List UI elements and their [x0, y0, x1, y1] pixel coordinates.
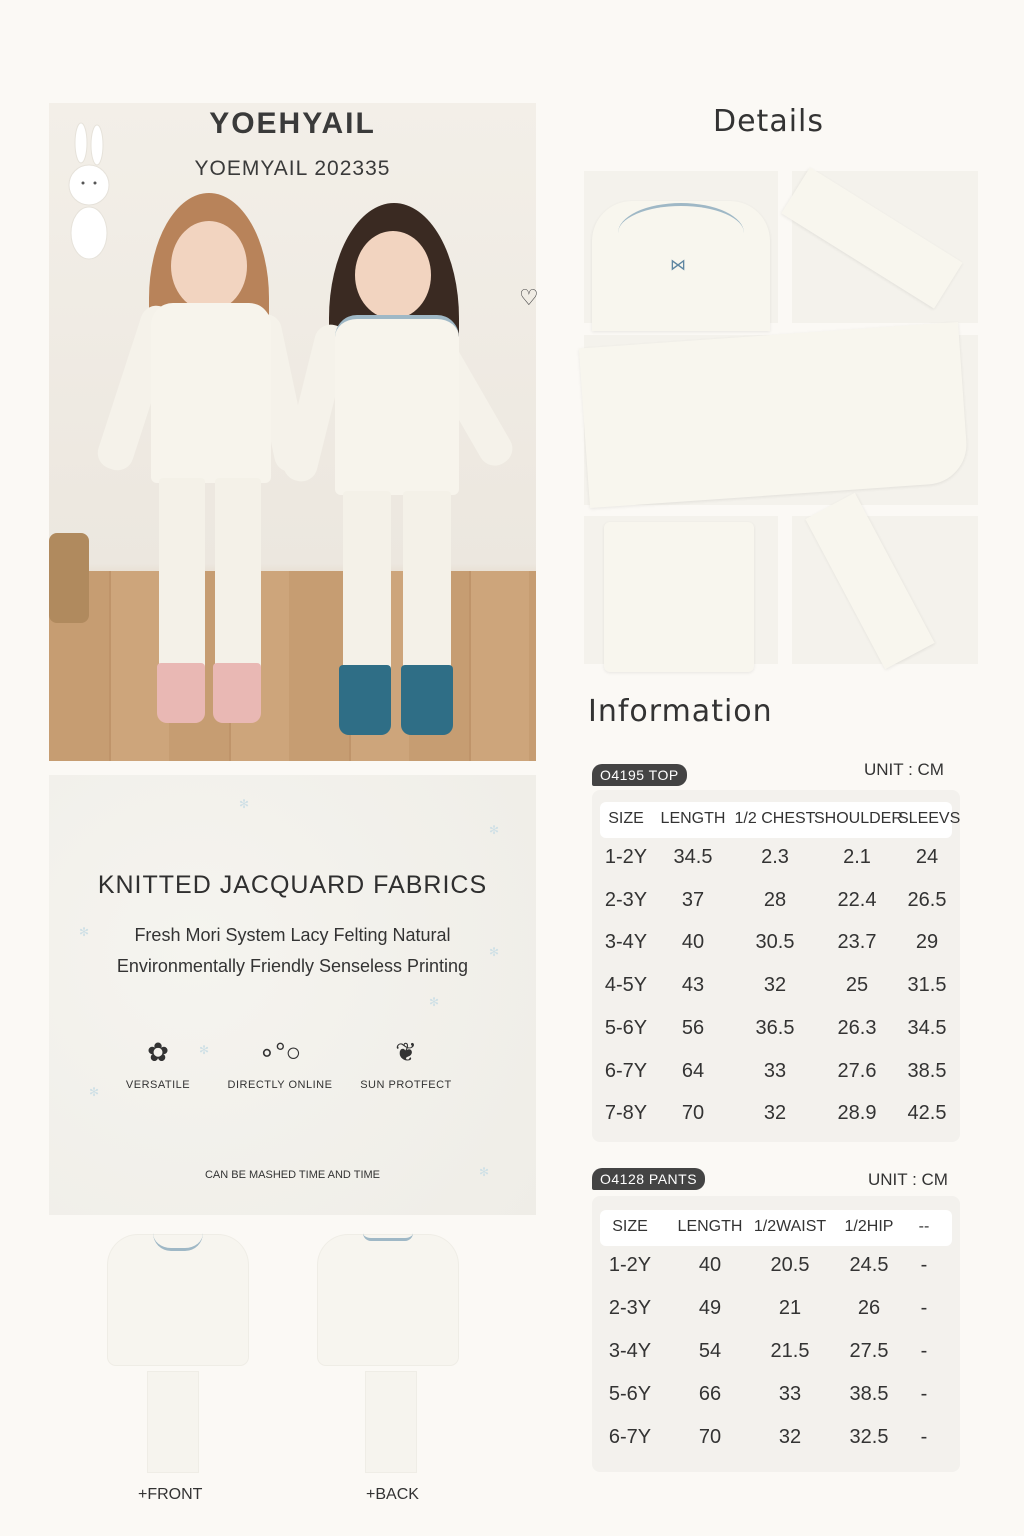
basket — [49, 533, 89, 623]
table-cell: 30.5 — [755, 931, 795, 954]
top-table-unit: UNIT : CM — [864, 760, 944, 779]
bow-icon: ⋈ — [670, 257, 686, 274]
heart-icon: ♡ — [519, 285, 539, 310]
table-cell: 42.5 — [907, 1102, 947, 1125]
table-header-cell: 1/2 CHEST — [734, 810, 816, 827]
table-cell: 21 — [778, 1297, 802, 1319]
detail-sleeve-image — [792, 171, 978, 323]
back-caption: +BACK — [366, 1486, 419, 1503]
table-cell: 64 — [681, 1059, 705, 1082]
table-cell: 29 — [915, 931, 939, 954]
table-cell: 25 — [845, 974, 869, 997]
table-cell: 6-7Y — [604, 1059, 648, 1082]
table-cell: 2-3Y — [608, 1297, 652, 1319]
flower-icon: ✿ — [147, 1037, 169, 1067]
table-cell: - — [920, 1426, 928, 1448]
hero-photo — [49, 103, 539, 761]
front-pants-image — [148, 1372, 198, 1472]
table-cell: 32.5 — [849, 1426, 889, 1448]
leaf-icon: ❦ — [395, 1037, 417, 1067]
fabric-title: KNITTED JACQUARD FABRICS — [97, 871, 488, 899]
table-cell: 38.5 — [849, 1383, 889, 1405]
table-cell: 40 — [681, 931, 705, 954]
table-cell: 20.5 — [770, 1254, 810, 1276]
product-code: YOEMYAIL 202335 — [194, 157, 391, 180]
feature-directly-online — [215, 1037, 345, 1091]
detail-cuff-image — [792, 516, 978, 664]
detail-collar-image — [584, 171, 778, 323]
table-cell: 24 — [915, 846, 939, 868]
pants-size-table — [592, 1196, 960, 1472]
pants-table-unit: UNIT : CM — [868, 1170, 948, 1189]
table-header-cell: LENGTH — [677, 1218, 743, 1235]
table-cell: 5-6Y — [608, 1383, 652, 1405]
table-cell: 70 — [698, 1426, 722, 1448]
table-cell: 54 — [698, 1340, 722, 1362]
table-cell: 27.6 — [837, 1059, 877, 1082]
bubbles-icon: ∘°○ — [258, 1037, 302, 1067]
feature-label: SUN PROTFECT — [360, 1079, 452, 1091]
table-cell: 37 — [681, 888, 705, 911]
table-cell: 28 — [763, 888, 787, 911]
table-cell: 2-3Y — [604, 888, 648, 911]
feature-versatile — [93, 1037, 223, 1091]
table-cell: 2.1 — [843, 846, 871, 868]
table-cell: 32 — [763, 974, 787, 997]
table-cell: - — [920, 1254, 928, 1276]
table-cell: 70 — [681, 1102, 705, 1125]
table-cell: 38.5 — [907, 1059, 947, 1082]
table-cell: 26.5 — [907, 888, 947, 911]
table-cell: 5-6Y — [604, 1016, 648, 1039]
top-table-tag: O4195 TOP — [592, 764, 687, 786]
table-cell: 3-4Y — [604, 931, 648, 954]
table-cell: 24.5 — [849, 1254, 889, 1276]
feature-label: DIRECTLY ONLINE — [227, 1079, 333, 1091]
table-cell: - — [920, 1340, 928, 1362]
back-pants-image — [366, 1372, 416, 1472]
table-cell: 33 — [763, 1059, 787, 1082]
top-size-table — [592, 790, 960, 1142]
table-cell: 7-8Y — [604, 1102, 648, 1125]
table-cell: 6-7Y — [608, 1426, 652, 1448]
table-header-cell: SIZE — [608, 810, 644, 827]
table-cell: 43 — [681, 974, 705, 997]
details-title: Details — [713, 104, 825, 139]
front-caption: +FRONT — [138, 1486, 203, 1503]
table-cell: 26.3 — [837, 1016, 877, 1039]
table-header-cell: SLEEVS — [898, 810, 961, 827]
detail-waistband-image — [584, 516, 778, 664]
table-cell: 2.3 — [761, 846, 789, 868]
table-cell: 1-2Y — [604, 846, 648, 868]
table-cell: 4-5Y — [604, 974, 648, 997]
fabric-description-line-2: Environmentally Friendly Senseless Printing — [116, 956, 469, 976]
detail-fabric-image — [584, 335, 978, 505]
table-cell: 23.7 — [837, 931, 877, 954]
table-cell: 36.5 — [755, 1016, 795, 1039]
table-cell: 34.5 — [673, 846, 713, 868]
table-cell: 40 — [698, 1254, 722, 1276]
table-cell: 66 — [698, 1383, 722, 1405]
table-header-cell: -- — [918, 1218, 930, 1235]
brand-name: YOEHYAIL — [209, 107, 376, 140]
feature-sun-protect — [341, 1037, 471, 1091]
table-header-cell: 1/2HIP — [844, 1218, 894, 1235]
fabric-info-panel: ✻ ✻ ✻ ✻ ✻ ✻ ✻ ✻ KNITTED JACQUARD FABRICS Fresh Mori System Lacy Felting Natural Environmentally Friendly Senseless Printing ✿ VERSATILE ∘°○ DIRECTLY ONLINE ❦ SUN PROTFECT CAN BE MASHED TIME AND TIME — [49, 775, 536, 1215]
child-left — [129, 193, 299, 753]
table-cell: 31.5 — [907, 974, 947, 997]
table-cell: 32 — [763, 1102, 787, 1125]
back-top-image — [318, 1235, 458, 1365]
information-title: Information — [588, 694, 773, 729]
pants-table-tag: O4128 PANTS — [592, 1168, 705, 1190]
table-cell: 22.4 — [837, 888, 877, 911]
fabric-description-line-1: Fresh Mori System Lacy Felting Natural — [134, 925, 451, 945]
feature-label: VERSATILE — [125, 1079, 191, 1091]
table-cell: 33 — [778, 1383, 802, 1405]
table-cell: 3-4Y — [608, 1340, 652, 1362]
table-header-cell: LENGTH — [660, 810, 726, 827]
table-header-cell: 1/2WAIST — [753, 1218, 827, 1235]
table-cell: 1-2Y — [608, 1254, 652, 1276]
table-cell: 28.9 — [837, 1102, 877, 1125]
table-cell: 26 — [857, 1297, 881, 1319]
table-header-cell: SHOULDER — [814, 810, 903, 827]
bunny-toy-icon — [59, 123, 119, 273]
table-cell: 56 — [681, 1016, 705, 1039]
table-header-cell: SIZE — [612, 1218, 648, 1235]
table-cell: 32 — [778, 1426, 802, 1448]
care-note: CAN BE MASHED TIME AND TIME — [204, 1169, 380, 1181]
table-cell: - — [920, 1297, 928, 1319]
table-cell: 21.5 — [770, 1340, 810, 1362]
table-cell: - — [920, 1383, 928, 1405]
table-cell: 34.5 — [907, 1016, 947, 1039]
child-right — [319, 203, 499, 763]
table-cell: 49 — [698, 1297, 722, 1319]
front-top-image — [108, 1235, 248, 1365]
table-cell: 27.5 — [849, 1340, 889, 1362]
